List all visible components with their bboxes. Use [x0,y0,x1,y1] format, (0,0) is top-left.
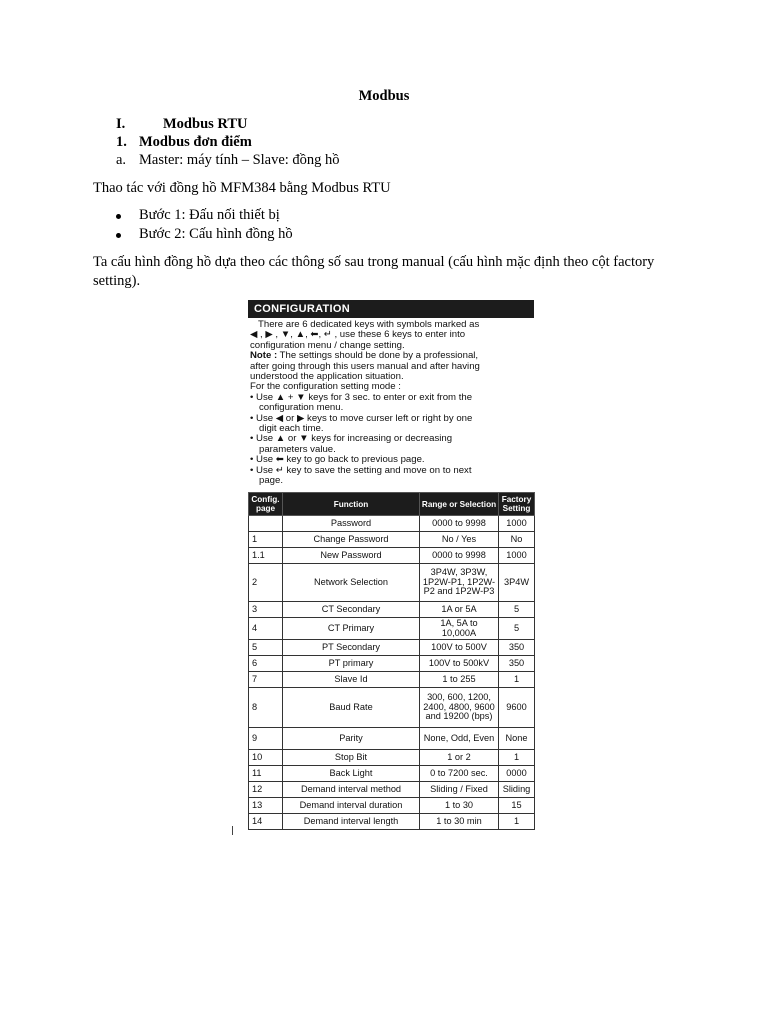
header-config-page: Config. page [249,493,283,516]
figure-line: understood the application situation. [250,371,404,383]
header-function: Function [283,493,420,516]
section-marker: I. [116,116,126,132]
table-row [249,782,535,798]
figure-line: digit each time. [259,423,324,435]
cell-range: 1 or 2 [420,750,499,766]
table-row [249,656,535,672]
cell-function: Network Selection [283,564,420,602]
configuration-table [248,492,535,830]
figure-header: CONFIGURATION [248,300,534,318]
cell-config-page: 10 [249,750,283,766]
cell-config-page: 4 [249,618,283,640]
cell-factory-setting: 350 [499,656,535,672]
bullet-dot-icon [116,233,121,238]
cell-range: 1 to 30 min [420,814,499,830]
cell-function: Demand interval length [283,814,420,830]
manual-configuration-figure [248,300,534,830]
bullet-text: Bước 1: Đấu nối thiết bị [139,207,280,223]
cell-function: PT Secondary [283,640,420,656]
cell-range: Sliding / Fixed [420,782,499,798]
cell-factory-setting: None [499,728,535,750]
cell-range: 1 to 30 [420,798,499,814]
cell-range: 0000 to 9998 [420,548,499,564]
subsection-title: Modbus đơn điểm [139,134,252,150]
section-title: Modbus RTU [163,116,248,132]
intro-paragraph: Thao tác với đồng hồ MFM384 bằng Modbus RTU [93,180,391,196]
cell-config-page: 6 [249,656,283,672]
cell-function: Back Light [283,766,420,782]
cell-range: 1A or 5A [420,602,499,618]
cell-function: Demand interval duration [283,798,420,814]
subsection-marker: 1. [116,134,127,150]
figure-line: • Use ↵ key to save the setting and move on to next [250,464,472,476]
table-row [249,532,535,548]
figure-line: ◀ , ▶ , ▼, ▲, ⬅, ↵ , use these 6 keys to enter into [250,329,466,341]
item-text: Master: máy tính – Slave: đồng hồ [139,152,340,168]
cell-factory-setting: 1 [499,672,535,688]
table-row [249,672,535,688]
table-row [249,688,535,728]
figure-line: configuration menu. [259,402,344,414]
cell-range: 0 to 7200 sec. [420,766,499,782]
cell-config-page: 13 [249,798,283,814]
cell-function: New Password [283,548,420,564]
table-row [249,516,535,532]
header-range: Range or Selection [420,493,499,516]
cell-range: 1 to 255 [420,672,499,688]
note-label: Note : [250,350,278,362]
table-row [249,640,535,656]
cell-config-page: 14 [249,814,283,830]
cell-config-page: 11 [249,766,283,782]
table-row [249,618,535,640]
figure-line: • Use ▲ or ▼ keys for increasing or decreasing [250,433,453,445]
cell-config-page: 2 [249,564,283,602]
cell-range: None, Odd, Even [420,728,499,750]
cell-config-page: 1 [249,532,283,548]
table-row [249,766,535,782]
cell-factory-setting: 1 [499,814,535,830]
cell-function: Baud Rate [283,688,420,728]
cell-function: PT primary [283,656,420,672]
page-title: Modbus [358,88,410,104]
figure-line: For the configuration setting mode : [250,381,401,393]
cell-config-page: 5 [249,640,283,656]
figure-line: page. [259,475,284,487]
cell-range: 3P4W, 3P3W, 1P2W-P1, 1P2W-P2 and 1P2W-P3 [420,564,499,602]
cell-function: Parity [283,728,420,750]
cell-factory-setting: Sliding [499,782,535,798]
cell-range: 1A, 5A to 10,000A [420,618,499,640]
figure-line: • Use ⬅ key to go back to previous page. [250,454,425,466]
cell-factory-setting: 15 [499,798,535,814]
figure-line: configuration menu / change setting. [250,339,405,351]
figure-line: • Use ◀ or ▶ keys to move curser left or right by one [250,412,473,424]
table-row [249,798,535,814]
cell-range: 100V to 500V [420,640,499,656]
cell-factory-setting: 9600 [499,688,535,728]
cell-function: Change Password [283,532,420,548]
cell-config-page: 7 [249,672,283,688]
figure-line: There are 6 dedicated keys with symbols marked as [258,319,480,330]
cell-function: Password [283,516,420,532]
figure-line: • Use ▲ + ▼ keys for 3 sec. to enter or exit from the [250,391,473,403]
figure-instructions [250,320,532,487]
table-row [249,564,535,602]
table-row [249,750,535,766]
cell-function: Slave Id [283,672,420,688]
cell-range: 300, 600, 1200, 2400, 4800, 9600 and 19200 (bps) [420,688,499,728]
figure-line: parameters value. [259,443,336,455]
table-row [249,728,535,750]
cell-config-page: 1.1 [249,548,283,564]
cell-factory-setting: 5 [499,618,535,640]
cell-factory-setting: 1000 [499,548,535,564]
item-marker: a. [116,152,127,168]
cell-factory-setting: 3P4W [499,564,535,602]
table-header-row [249,493,535,516]
cell-function: Demand interval method [283,782,420,798]
cell-range: 100V to 500kV [420,656,499,672]
bullet-text: Bước 2: Cấu hình đồng hồ [139,226,293,242]
figure-line: after going through this users manual and after having [250,360,480,372]
cell-config-page [249,516,283,532]
table-row [249,548,535,564]
cell-config-page: 12 [249,782,283,798]
stray-mark [232,826,233,835]
cell-config-page: 3 [249,602,283,618]
cell-function: Stop Bit [283,750,420,766]
cell-factory-setting: 1000 [499,516,535,532]
bullet-dot-icon [116,214,121,219]
table-row [249,814,535,830]
cell-function: CT Secondary [283,602,420,618]
cell-factory-setting: 0000 [499,766,535,782]
cell-factory-setting: No [499,532,535,548]
cell-factory-setting: 5 [499,602,535,618]
cell-factory-setting: 350 [499,640,535,656]
header-factory-setting: Factory Setting [499,493,535,516]
config-paragraph: Ta cấu hình đồng hồ dựa theo các thông số sau trong manual (cấu hình mặc định theo cột factory setting). [93,254,655,289]
cell-config-page: 9 [249,728,283,750]
table-row [249,602,535,618]
cell-range: No / Yes [420,532,499,548]
cell-range: 0000 to 9998 [420,516,499,532]
figure-line: The settings should be done by a professional, [277,350,479,362]
cell-factory-setting: 1 [499,750,535,766]
cell-function: CT Primary [283,618,420,640]
cell-config-page: 8 [249,688,283,728]
